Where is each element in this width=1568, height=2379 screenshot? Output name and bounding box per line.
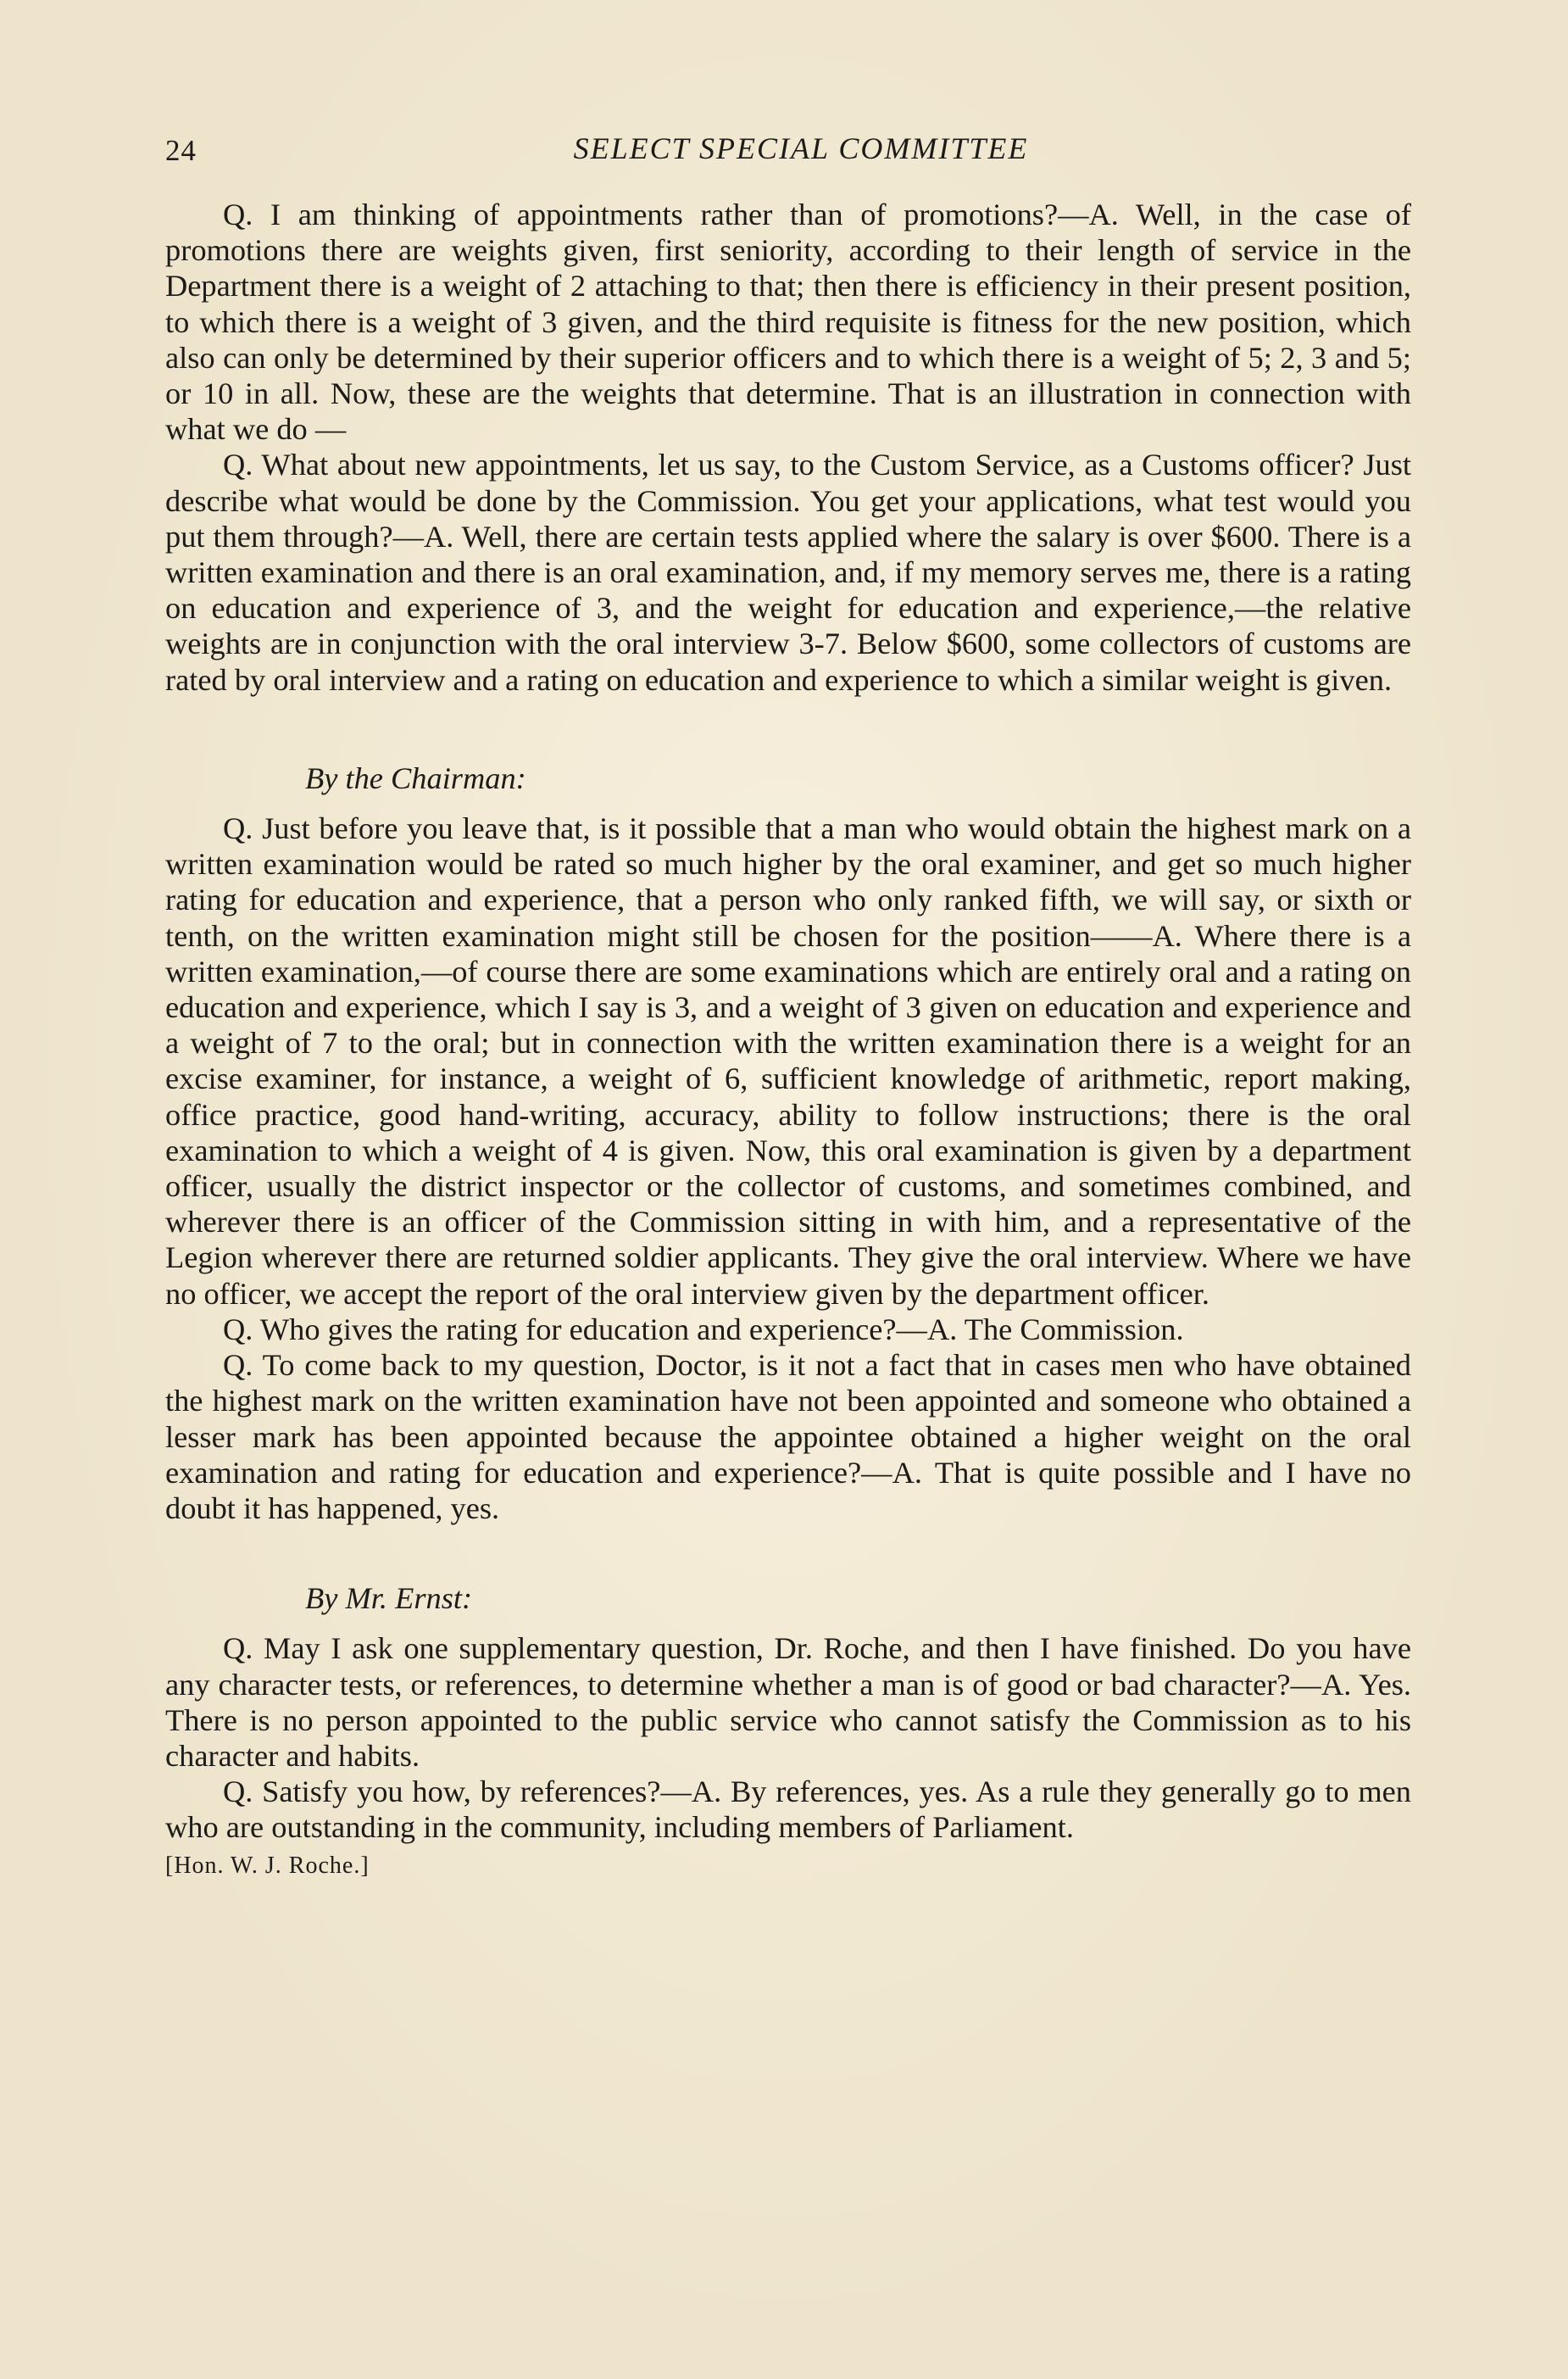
paragraph: Q. To come back to my question, Doctor, is it not a fact that in cases men who have obtained the highest mark on the written examination have not been appointed and someone who obtained a lesser mark has been appointed because the appointee obtained a higher weight on the oral examination and rating for education and experience?—A. That is quite possible and I have no doubt it has happened, yes. <box>165 1348 1411 1525</box>
speaker-heading: By Mr. Ernst: <box>305 1581 473 1616</box>
page-body <box>165 197 1411 1881</box>
page-header <box>165 127 1411 178</box>
speaker-attribution: [Hon. W. J. Roche.] <box>165 1852 370 1879</box>
paragraph: Q. Who gives the rating for education and experience?—A. The Commission. <box>223 1312 1184 1346</box>
paragraph: Q. What about new appointments, let us say, to the Custom Service, as a Customs officer? Just describe what would be done by the Commission. You get your applications, what test would you put them through?—A. Well, there are certain tests applied where the salary is over $600. There is a written examination and there is an oral examination, and, if my memory serves me, there is a rating on education and experience of 3, and the weight for education and experience,—the relative weights are in conjunction with the oral interview 3-7. Below $600, some collectors of customs are rated by oral interview and a rating on education and experience to which a similar weight is given. <box>165 448 1411 697</box>
running-head: SELECT SPECIAL COMMITTEE <box>573 131 1029 165</box>
paragraph: Q. Satisfy you how, by references?—A. By references, yes. As a rule they generally go to men who are outstanding in the community, including members of Parliament. <box>165 1774 1411 1845</box>
page-number: 24 <box>165 134 197 167</box>
paragraph: Q. I am thinking of appointments rather than of promotions?—A. Well, in the case of promotions there are weights given, first seniority, according to their length of service in the Department there is a weight of 2 attaching to that; then there is efficiency in their present position, to which there is a weight of 3 given, and the third requisite is fitness for the new position, which also can only be determined by their superior officers and to which there is a weight of 5; 2, 3 and 5; or 10 in all. Now, these are the weights that determine. That is an illustration in connection with what we do — <box>165 198 1411 447</box>
paragraph: Q. Just before you leave that, is it possible that a man who would obtain the highest mark on a written examination would be rated so much higher by the oral examiner, and get so much higher rating for education and experience, that a person who only ranked fifth, we will say, or sixth or tenth, on the written examination might still be chosen for the position——A. Where there is a written examination,—of course there are some examinations which are entirely oral and a rating on education and experience, which I say is 3, and a weight of 3 given on education and experience and a weight of 7 to the oral; but in connection with the written examination there is a weight for an excise examiner, for instance, a weight of 6, sufficient knowledge of arithmetic, report making, office practice, good hand-writing, accuracy, ability to follow instructions; there is the oral examination to which a weight of 4 is given. Now, this oral examination is given by a department officer, usually the district inspector or the collector of customs, and sometimes combined, and wherever there is an officer of the Commission sitting in with him, and a representative of the Legion wherever there are returned soldier applicants. They give the oral interview. Where we have no officer, we accept the report of the oral interview given by the department officer. <box>165 811 1411 1311</box>
speaker-heading: By the Chairman: <box>305 760 526 795</box>
paragraph: Q. May I ask one supplementary question, Dr. Roche, and then I have finished. Do you have any character tests, or references, to determine whether a man is of good or bad character?—A. Yes. There is no person appointed to the public service who cannot satisfy the Commission as to his character and habits. <box>165 1631 1411 1773</box>
